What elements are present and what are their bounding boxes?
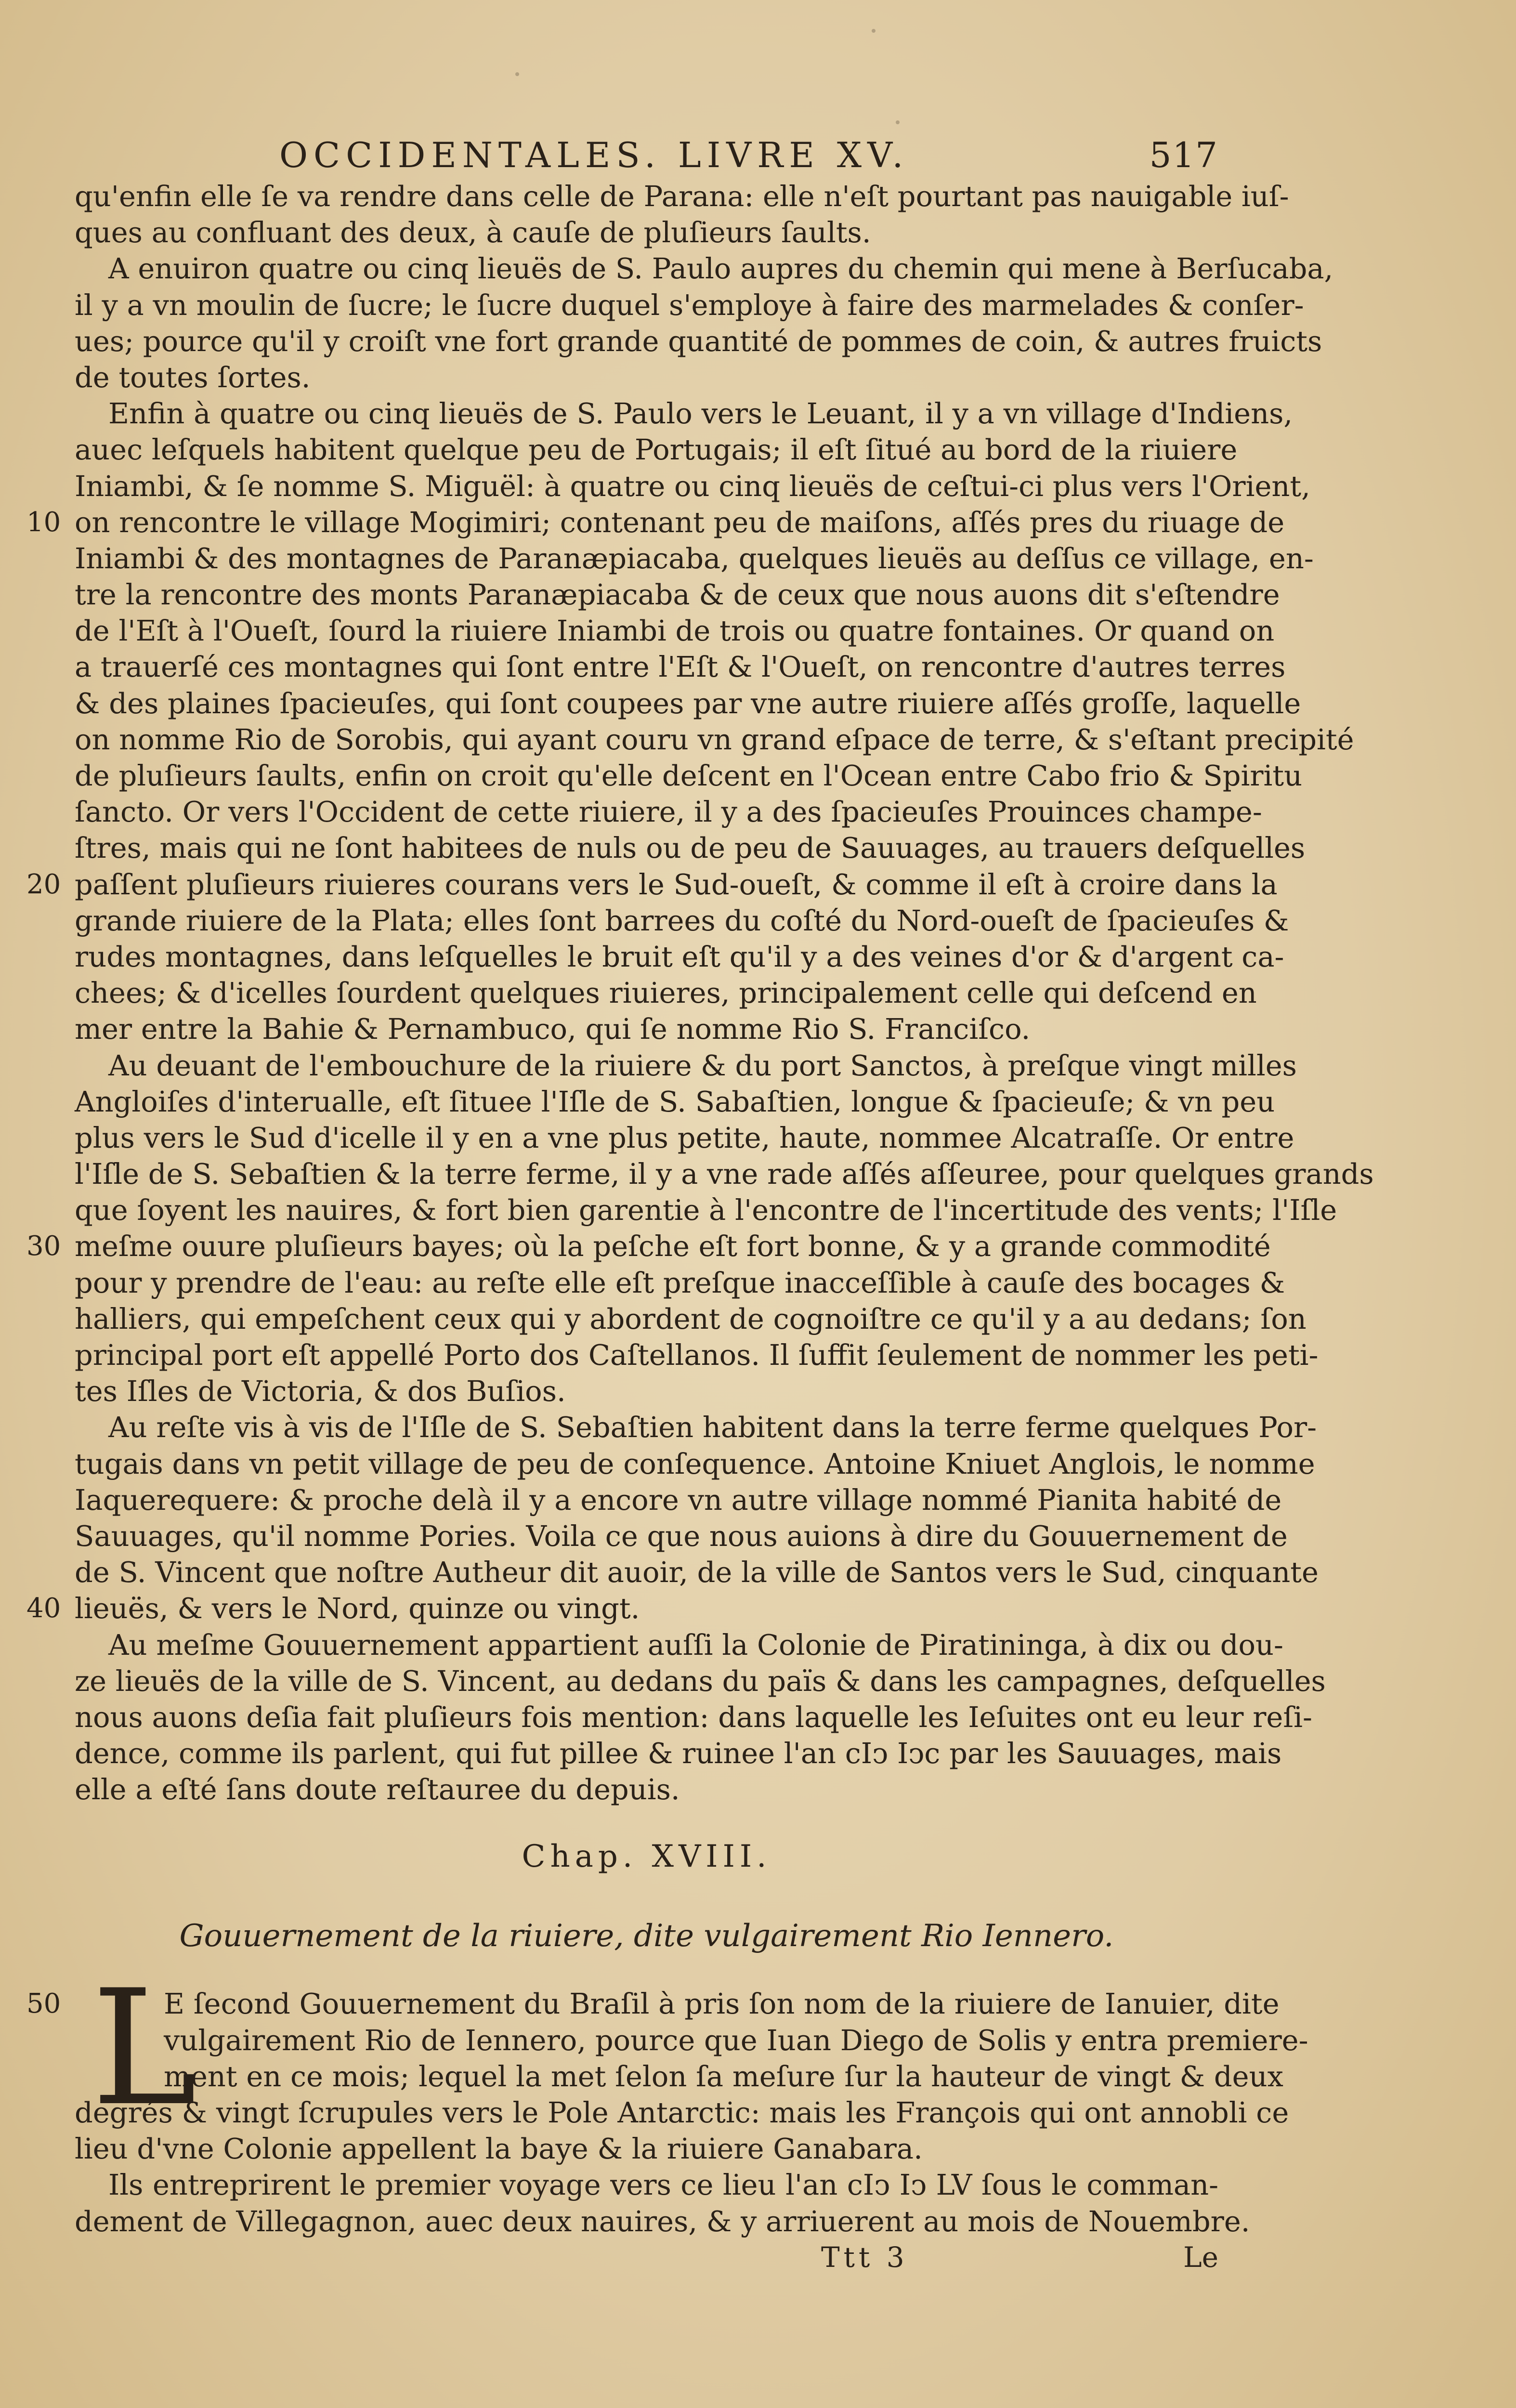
text-line <box>75 214 1218 250</box>
text-line-content: ment en ce mois; lequel la met ſelon ſa meſure ſur la hauteur de vingt & deux <box>164 2059 1283 2093</box>
text-line-content: tes Iſles de Victoria, & dos Buſios. <box>75 1374 566 1408</box>
text-line-content: pour y prendre de l'eau: au reſte elle eſt preſque inacceſſible à cauſe des bocages & <box>75 1266 1285 1299</box>
page-footer <box>75 2239 1218 2278</box>
text-line <box>75 1735 1282 1771</box>
text-line <box>75 1663 1326 1699</box>
line-number: 10 <box>26 506 61 538</box>
text-line <box>75 2167 1218 2203</box>
text-line <box>75 613 1275 649</box>
text-line <box>75 178 1289 214</box>
text-line-content: dence, comme ils parlent, qui fut pillee & ruinee l'an cIↄ Iↄc par les Sauuages, mais <box>75 1737 1282 1770</box>
text-line-content: Ils entreprirent le premier voyage vers ce lieu l'an cIↄ Iↄ LV ſous le comman- <box>108 2168 1218 2202</box>
text-line <box>75 1699 1312 1735</box>
text-line-content: Sauuages, qu'il nomme Pories. Voila ce que nous auions à dire du Gouuernement de <box>75 1519 1288 1553</box>
page-number: 517 <box>1149 135 1218 175</box>
text-line <box>75 2022 1308 2058</box>
text-line-content: A enuiron quatre ou cinq lieuës de S. Paulo aupres du chemin qui mene à Berſucaba, <box>108 252 1333 286</box>
text-line <box>75 1337 1319 1373</box>
line-number: 50 <box>26 1988 61 2020</box>
running-title: OCCIDENTALES. LIVRE XV. <box>279 135 909 175</box>
text-line-content: Au deuant de l'embouchure de la riuiere & du port Sanctos, à preſque vingt milles <box>108 1048 1297 1082</box>
text-line <box>26 504 1285 540</box>
paper-speck <box>872 29 876 33</box>
text-line <box>75 359 1218 395</box>
text-line-content: Enfin à quatre ou cinq lieuës de S. Paulo vers le Leuant, il y a vn village d'Indiens, <box>108 397 1293 431</box>
text-line <box>75 1409 1317 1445</box>
text-line-content: Iaquerequere: & proche delà il y a encore vn autre village nommé Pianita habité de <box>75 1483 1282 1517</box>
text-line-content: dement de Villegagnon, auec deux nauires, & y arriuerent au mois de Nouembre. <box>75 2204 1250 2238</box>
chapter-title: Gouuernement de la riuiere, dite vulgairement Rio Iennero. <box>179 1918 1114 1954</box>
text-line-content: Iniambi, & ſe nomme S. Miguël: à quatre ou cinq lieuës de ceſtui-ci plus vers l'Orient, <box>75 469 1310 503</box>
line-number: 40 <box>26 1593 61 1624</box>
text-line-content: que ſoyent les nauires, & fort bien garentie à l'encontre de l'incertitude des vents; l'Iſle <box>75 1193 1337 1227</box>
text-line-content: ques au confluant des deux, à cauſe de pluſieurs ſaults. <box>75 216 871 249</box>
text-line <box>75 323 1322 359</box>
catchword: Le <box>1183 2240 1218 2274</box>
text-block <box>26 178 1374 2278</box>
text-line <box>75 1373 1218 1409</box>
text-line-content: a trauerſé ces montagnes qui ſont entre l'Eſt & l'Oueſt, on rencontre d'autres terres <box>75 650 1286 684</box>
text-line-content: halliers, qui empeſchent ceux qui y abordent de cognoiſtre ce qu'il y a au dedans; ſon <box>75 1302 1307 1335</box>
text-line-content: lieuës, & vers le Nord, quinze ou vingt. <box>75 1592 640 1625</box>
text-line-content: plus vers le Sud d'icelle il y en a vne plus petite, haute, nommee Alcatraſſe. Or entre <box>75 1121 1294 1154</box>
text-line <box>75 395 1293 432</box>
text-line-content: Iniambi & des montagnes de Paranæpiacaba, quelques lieuës au deſſus ce village, en- <box>75 541 1314 575</box>
chapter-heading-block <box>75 1807 1218 1899</box>
text-line-content: meſme ouure pluſieurs bayes; où la peſche eſt fort bonne, & y a grande commodité <box>75 1230 1271 1263</box>
text-line-content: ſancto. Or vers l'Occident de cette riuiere, il y a des ſpacieuſes Prouinces champe- <box>75 795 1262 829</box>
text-line <box>75 1084 1275 1120</box>
body-text-before-chapter <box>26 178 1374 1807</box>
text-line <box>75 1554 1319 1590</box>
text-line-content: chees; & d'icelles ſourdent quelques riuieres, principalement celle qui deſcend en <box>75 976 1257 1010</box>
text-line-content: Au meſme Gouuernement appartient auſſi la Colonie de Piratininga, à dix ou dou- <box>108 1628 1283 1662</box>
text-line-content: degrés & vingt ſcrupules vers le Pole Antarctic: mais les François qui ont annobli ce <box>75 2096 1289 2129</box>
text-line <box>75 758 1303 794</box>
text-line <box>75 1301 1307 1337</box>
line-number: 30 <box>26 1230 61 1262</box>
text-line <box>75 685 1301 721</box>
body-text-after-chapter <box>26 1956 1308 2239</box>
text-line <box>26 1590 1218 1626</box>
text-line-content: Angloiſes d'interualle, eſt ſituee l'Iſle de S. Sabaſtien, longue & ſpacieuſe; & vn peu <box>75 1085 1275 1118</box>
text-line <box>75 576 1280 613</box>
text-line-content: vulgairement Rio de Iennero, pource que Iuan Diego de Solis y entra premiere- <box>164 2023 1308 2057</box>
text-line <box>75 1627 1283 1663</box>
text-line-content: de S. Vincent que noſtre Autheur dit auoir, de la ville de Santos vers le Sud, cinquante <box>75 1556 1319 1589</box>
text-line <box>75 1771 1218 1807</box>
text-line <box>26 1986 1280 2022</box>
text-line <box>75 432 1238 468</box>
text-line <box>75 794 1262 830</box>
text-line-content: ze lieuës de la ville de S. Vincent, au dedans du païs & dans les campagnes, deſquelles <box>75 1664 1326 1698</box>
text-line-content: & des plaines ſpacieuſes, qui ſont coupees par vne autre riuiere aſſés groſſe, laquelle <box>75 686 1301 720</box>
text-line-content: tugais dans vn petit village de peu de conſequence. Antoine Kniuet Anglois, le nomme <box>75 1447 1315 1480</box>
text-line <box>75 939 1284 975</box>
text-line-content: de l'Eſt à l'Oueſt, ſourd la riuiere Iniambi de trois ou quatre fontaines. Or quand on <box>75 614 1275 648</box>
text-line-content: ſtres, mais qui ne ſont habitees de nuls ou de peu de Sauuages, au trauers deſquelles <box>75 831 1306 865</box>
text-line-content: mer entre la Bahie & Pernambuco, qui ſe nomme Rio S. Franciſco. <box>75 1012 1031 1046</box>
text-line <box>75 721 1354 758</box>
text-line-content: Au reſte vis à vis de l'Iſle de S. Sebaſtien habitent dans la terre ferme quelques Por- <box>108 1411 1317 1444</box>
text-line <box>75 1192 1337 1228</box>
text-line <box>75 830 1306 866</box>
text-line <box>75 1518 1288 1554</box>
text-line-content: on rencontre le village Mogimiri; contenant peu de maiſons, aſſés pres du riuage de <box>75 505 1285 539</box>
text-line <box>75 1482 1282 1518</box>
text-line-content: E ſecond Gouuernement du Braſil à pris ſon nom de la riuiere de Ianuier, dite <box>164 1987 1280 2021</box>
text-line-content: de pluſieurs ſaults, enfin on croit qu'elle deſcent en l'Ocean entre Cabo frio & Spiritu <box>75 759 1303 792</box>
text-line <box>75 649 1286 685</box>
text-line-content: principal port eſt appellé Porto dos Caſtellanos. Il ſuffit ſeulement de nommer les peti- <box>75 1338 1319 1372</box>
text-line <box>75 1047 1297 1084</box>
text-line-content: lieu d'vne Colonie appellent la baye & la riuiere Ganabara. <box>75 2132 923 2166</box>
text-line <box>75 1265 1285 1301</box>
text-line-content: rudes montagnes, dans leſquelles le bruit eſt qu'il y a des veines d'or & d'argent ca- <box>75 940 1284 973</box>
drop-cap: L <box>91 1956 197 2141</box>
text-line-content: tre la rencontre des monts Paranæpiacaba & de ceux que nous auons dit s'eſtendre <box>75 578 1280 612</box>
text-line-content: ues; pource qu'il y croiſt vne fort grande quantité de pommes de coin, & autres fruicts <box>75 324 1322 358</box>
text-line <box>75 2131 1218 2167</box>
text-line-content: paſſent pluſieurs riuieres courans vers le Sud-oueſt, & comme il eſt à croire dans la <box>75 867 1278 901</box>
text-line-content: qu'enfin elle ſe va rendre dans celle de Parana: elle n'eſt pourtant pas nauigable iuſ- <box>75 180 1289 213</box>
text-line <box>75 903 1289 939</box>
text-line <box>75 250 1333 287</box>
text-line <box>75 468 1310 504</box>
text-line-content: nous auons deſia fait pluſieurs fois mention: dans laquelle les Ieſuites ont eu leur reſi- <box>75 1700 1312 1734</box>
text-line <box>75 1120 1294 1156</box>
text-line-content: auec leſquels habitent quelque peu de Portugais; il eſt ſitué au bord de la riuiere <box>75 433 1238 467</box>
chapter-heading: Chap. XVIII. <box>522 1839 771 1875</box>
chapter-title-block <box>75 1899 1218 1986</box>
text-line-content: il y a vn moulin de ſucre; le ſucre duquel s'employe à faire des marmelades & conſer- <box>75 288 1304 322</box>
text-line-content: elle a eſté ſans doute reſtauree du depuis. <box>75 1773 680 1806</box>
paper-speck <box>896 120 900 124</box>
paper-speck <box>515 72 519 76</box>
text-line <box>75 2203 1250 2239</box>
text-line <box>26 1228 1271 1264</box>
text-line-content: l'Iſle de S. Sebaſtien & la terre ferme, il y a vne rade aſſés aſſeuree, pour quelques grands <box>75 1157 1374 1191</box>
text-line <box>75 2094 1289 2131</box>
text-line <box>75 540 1314 576</box>
text-line <box>75 1156 1374 1192</box>
text-line-content: on nomme Rio de Sorobis, qui ayant couru vn grand eſpace de terre, & s'eſtant precipité <box>75 722 1354 756</box>
text-line <box>26 866 1278 903</box>
text-line-content: grande riuiere de la Plata; elles ſont barrees du coſté du Nord-oueſt de ſpacieuſes & <box>75 903 1289 937</box>
text-line <box>75 1446 1315 1482</box>
text-line <box>75 287 1304 323</box>
text-line <box>75 1011 1218 1047</box>
text-line <box>75 975 1257 1011</box>
signature-mark: Ttt 3 <box>821 2240 908 2274</box>
line-number: 20 <box>26 868 61 900</box>
text-line <box>75 2058 1283 2094</box>
text-line-content: de toutes ſortes. <box>75 360 311 394</box>
